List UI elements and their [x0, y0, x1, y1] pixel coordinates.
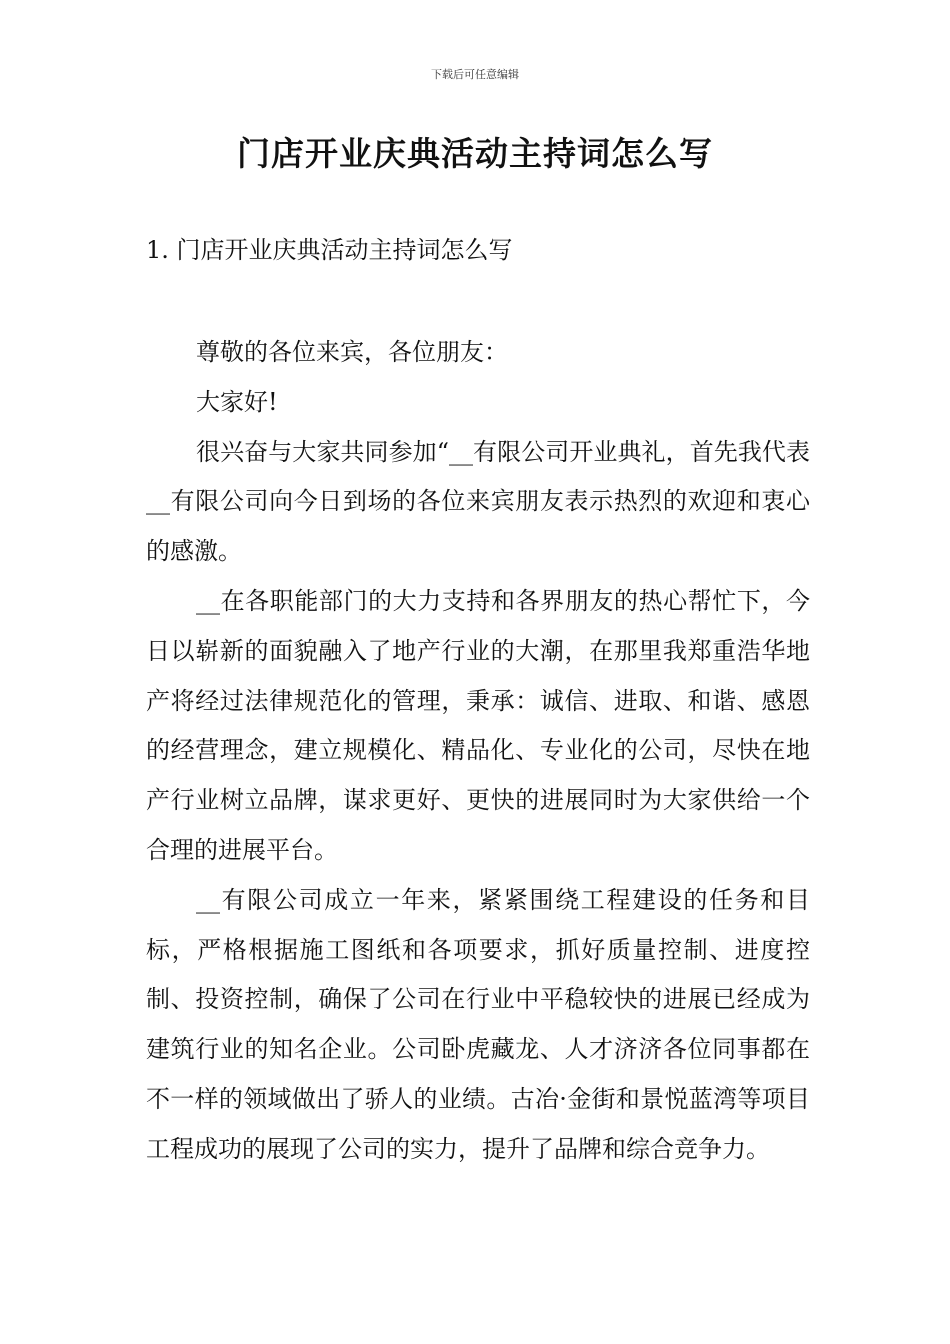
paragraph: 尊敬的各位来宾，各位朋友： [196, 338, 508, 366]
document-title: 门店开业庆典活动主持词怎么写 [237, 134, 713, 173]
paragraph: __有限公司成立一年来，紧紧围绕工程建设的任务和目标，严格根据施工图纸和各项要求，抓好质量控制、进度控制、投资控制，确保了公司在行业中平稳较快的进展已经成为建筑行业的知名企业。公司卧虎藏龙、人才济济各位同事都在不一样的领域做出了骄人的业绩。古冶·金街和景悦蓝湾等项目工程成功的展现了公司的实力，提升了品牌和综合竞争力。 [146, 885, 810, 1163]
body-text [146, 328, 810, 1175]
paragraph: 很兴奋与大家共同参加“__有限公司开业典礼，首先我代表__有限公司向今日到场的各位来宾朋友表示热烈的欢迎和衷心的感激。 [146, 437, 810, 566]
header-note: 下载后可任意编辑 [431, 68, 519, 81]
section-heading: 1. 门店开业庆典活动主持词怎么写 [146, 236, 513, 264]
paragraph: 大家好! [196, 387, 278, 416]
paragraph: __在各职能部门的大力支持和各界朋友的热心帮忙下，今日以崭新的面貌融入了地产行业的大潮，在那里我郑重浩华地产将经过法律规范化的管理，秉承：诚信、进取、和谐、感恩的经营理念，建立规模化、精品化、专业化的公司，尽快在地产行业树立品牌，谋求更好、更快的进展同时为大家供给一个合理的进展平台。 [146, 586, 810, 864]
